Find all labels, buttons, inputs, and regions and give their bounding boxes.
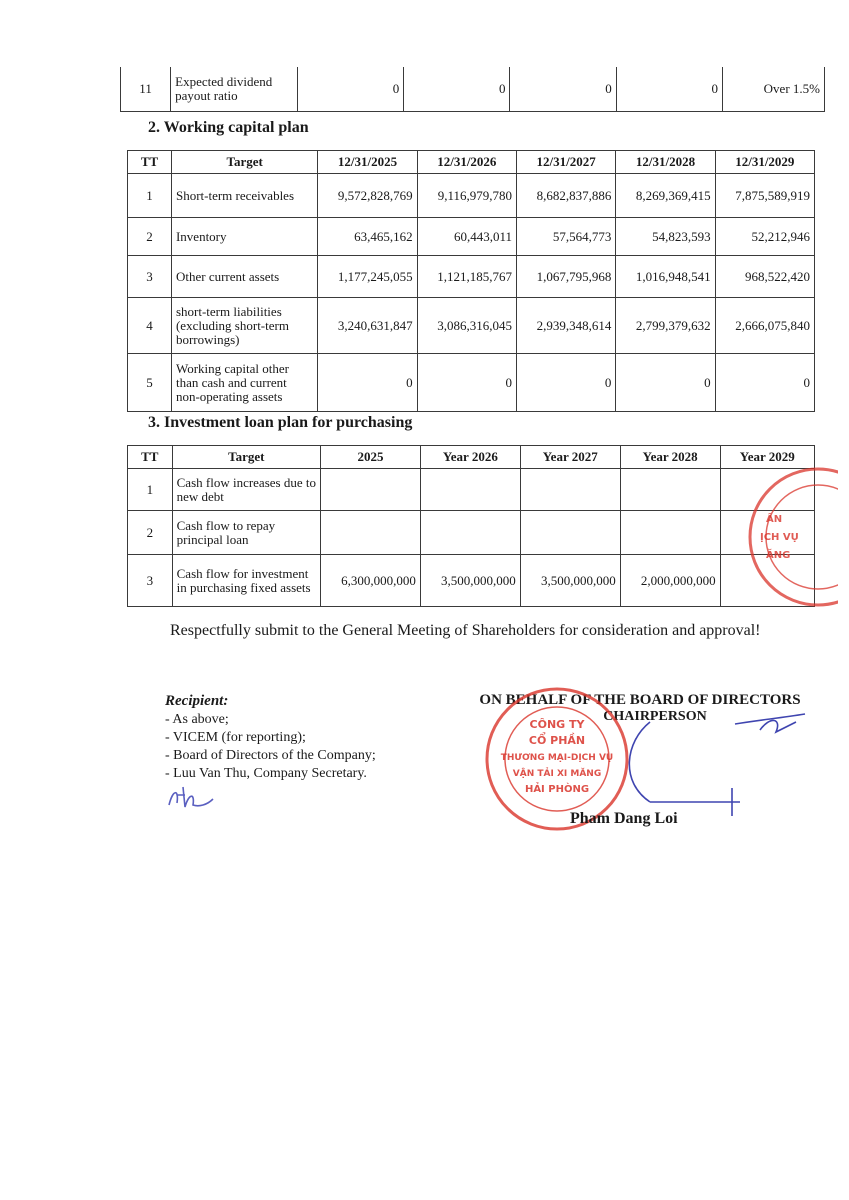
row-tt: 3 bbox=[128, 555, 173, 607]
dividend-row-table bbox=[120, 67, 825, 112]
signature-role: CHAIRPERSON bbox=[603, 709, 707, 724]
row-target: Working capital other than cash and current non-operating assets bbox=[171, 354, 317, 412]
row-value: 0 bbox=[616, 67, 722, 111]
row-value: 52,212,946 bbox=[715, 218, 814, 256]
working-capital-table bbox=[127, 150, 815, 412]
recipient-line: - VICEM (for reporting); bbox=[165, 730, 306, 745]
row-tt: 5 bbox=[128, 354, 172, 412]
table-row bbox=[128, 555, 815, 607]
svg-text:CÔNG TY: CÔNG TY bbox=[529, 718, 585, 731]
row-tt: 2 bbox=[128, 511, 173, 555]
row-target: Cash flow to repay principal loan bbox=[172, 511, 320, 555]
svg-text:THƯƠNG MẠI-DỊCH VỤ: THƯƠNG MẠI-DỊCH VỤ bbox=[500, 753, 614, 763]
submission-text: Respectfully submit to the General Meeting of Shareholders for consideration and approval! bbox=[170, 622, 761, 639]
row-tt: 2 bbox=[128, 218, 172, 256]
row-target: Other current assets bbox=[171, 256, 317, 298]
row-value bbox=[520, 469, 620, 511]
initials-signature-icon bbox=[165, 783, 215, 813]
table-row bbox=[128, 298, 815, 354]
row-target: Inventory bbox=[171, 218, 317, 256]
table-row bbox=[128, 511, 815, 555]
row-value: 9,572,828,769 bbox=[318, 174, 417, 218]
row-value: 63,465,162 bbox=[318, 218, 417, 256]
row-tt: 11 bbox=[121, 67, 171, 111]
col-header: Year 2027 bbox=[520, 446, 620, 469]
recipient-line: - Luu Van Thu, Company Secretary. bbox=[165, 766, 367, 781]
recipient-title: Recipient: bbox=[165, 693, 229, 709]
row-tt: 3 bbox=[128, 256, 172, 298]
row-value: 7,875,589,919 bbox=[715, 174, 814, 218]
row-value: 3,086,316,045 bbox=[417, 298, 516, 354]
signer-name: Pham Dang Loi bbox=[570, 810, 678, 827]
row-value: 0 bbox=[417, 354, 516, 412]
row-value: 1,067,795,968 bbox=[516, 256, 615, 298]
table-header-row bbox=[128, 446, 815, 469]
svg-text:ĂNG: ĂNG bbox=[766, 550, 791, 561]
row-value: 57,564,773 bbox=[516, 218, 615, 256]
col-header: 12/31/2027 bbox=[516, 151, 615, 174]
table-row bbox=[128, 256, 815, 298]
company-stamp-partial bbox=[738, 462, 838, 612]
row-value: 0 bbox=[318, 354, 417, 412]
row-value: 0 bbox=[298, 67, 404, 111]
signature-block bbox=[470, 692, 810, 827]
row-value: 2,939,348,614 bbox=[516, 298, 615, 354]
table-row bbox=[128, 354, 815, 412]
row-value: 3,500,000,000 bbox=[420, 555, 520, 607]
recipient-line: - Board of Directors of the Company; bbox=[165, 748, 376, 763]
row-value: 2,000,000,000 bbox=[620, 555, 720, 607]
col-header: 12/31/2029 bbox=[715, 151, 814, 174]
svg-text:CỔ PHẦN: CỔ PHẦN bbox=[528, 734, 586, 747]
row-value bbox=[420, 511, 520, 555]
row-value: Over 1.5% bbox=[722, 67, 824, 111]
row-value bbox=[520, 511, 620, 555]
table-row bbox=[128, 218, 815, 256]
row-value bbox=[320, 511, 420, 555]
row-target: Cash flow increases due to new debt bbox=[172, 469, 320, 511]
investment-loan-heading: 3. Investment loan plan for purchasing bbox=[148, 414, 413, 431]
col-header: 12/31/2028 bbox=[616, 151, 715, 174]
row-value: 0 bbox=[715, 354, 814, 412]
row-target: Expected dividend payout ratio bbox=[171, 67, 298, 111]
col-header: 12/31/2025 bbox=[318, 151, 417, 174]
table-row bbox=[128, 469, 815, 511]
svg-text:ỊCH VỤ: ỊCH VỤ bbox=[760, 532, 799, 543]
row-value: 0 bbox=[516, 354, 615, 412]
col-header: Year 2029 bbox=[720, 446, 814, 469]
col-header: Year 2026 bbox=[420, 446, 520, 469]
row-value bbox=[420, 469, 520, 511]
row-value: 6,300,000,000 bbox=[320, 555, 420, 607]
col-header: 2025 bbox=[320, 446, 420, 469]
chairperson-signature-icon bbox=[620, 712, 810, 822]
row-value: 0 bbox=[510, 67, 616, 111]
row-value: 60,443,011 bbox=[417, 218, 516, 256]
row-tt: 1 bbox=[128, 469, 173, 511]
col-header: 12/31/2026 bbox=[417, 151, 516, 174]
row-value: 0 bbox=[616, 354, 715, 412]
row-value: 3,240,631,847 bbox=[318, 298, 417, 354]
row-value: 2,799,379,632 bbox=[616, 298, 715, 354]
row-value: 1,177,245,055 bbox=[318, 256, 417, 298]
col-header: Year 2028 bbox=[620, 446, 720, 469]
svg-text:VẬN TẢI XI MĂNG: VẬN TẢI XI MĂNG bbox=[512, 769, 602, 779]
row-tt: 1 bbox=[128, 174, 172, 218]
row-value: 2,666,075,840 bbox=[715, 298, 814, 354]
row-value bbox=[320, 469, 420, 511]
table-row bbox=[121, 67, 825, 111]
working-capital-heading: 2. Working capital plan bbox=[148, 119, 309, 136]
row-value: 968,522,420 bbox=[715, 256, 814, 298]
row-value: 1,016,948,541 bbox=[616, 256, 715, 298]
row-target: Cash flow for investment in purchasing fixed assets bbox=[172, 555, 320, 607]
recipient-line: - As above; bbox=[165, 712, 229, 727]
recipient-block bbox=[165, 692, 376, 819]
row-value: 0 bbox=[404, 67, 510, 111]
row-value: 1,121,185,767 bbox=[417, 256, 516, 298]
row-value bbox=[620, 511, 720, 555]
signature-title: ON BEHALF OF THE BOARD OF DIRECTORS bbox=[479, 692, 801, 708]
col-header: Target bbox=[171, 151, 317, 174]
row-value: 54,823,593 bbox=[616, 218, 715, 256]
col-header: Target bbox=[172, 446, 320, 469]
table-row bbox=[128, 174, 815, 218]
row-value bbox=[620, 469, 720, 511]
table-header-row bbox=[128, 151, 815, 174]
col-header: TT bbox=[128, 446, 173, 469]
col-header: TT bbox=[128, 151, 172, 174]
row-value: 8,269,369,415 bbox=[616, 174, 715, 218]
row-target: Short-term receivables bbox=[171, 174, 317, 218]
row-target: short-term liabilities (excluding short-term borrowings) bbox=[171, 298, 317, 354]
row-value: 3,500,000,000 bbox=[520, 555, 620, 607]
investment-loan-table bbox=[127, 445, 815, 607]
row-value: 8,682,837,886 bbox=[516, 174, 615, 218]
row-tt: 4 bbox=[128, 298, 172, 354]
svg-text:ÂN: ÂN bbox=[766, 514, 783, 525]
svg-text:HẢI PHÒNG: HẢI PHÒNG bbox=[524, 784, 590, 795]
row-value: 9,116,979,780 bbox=[417, 174, 516, 218]
